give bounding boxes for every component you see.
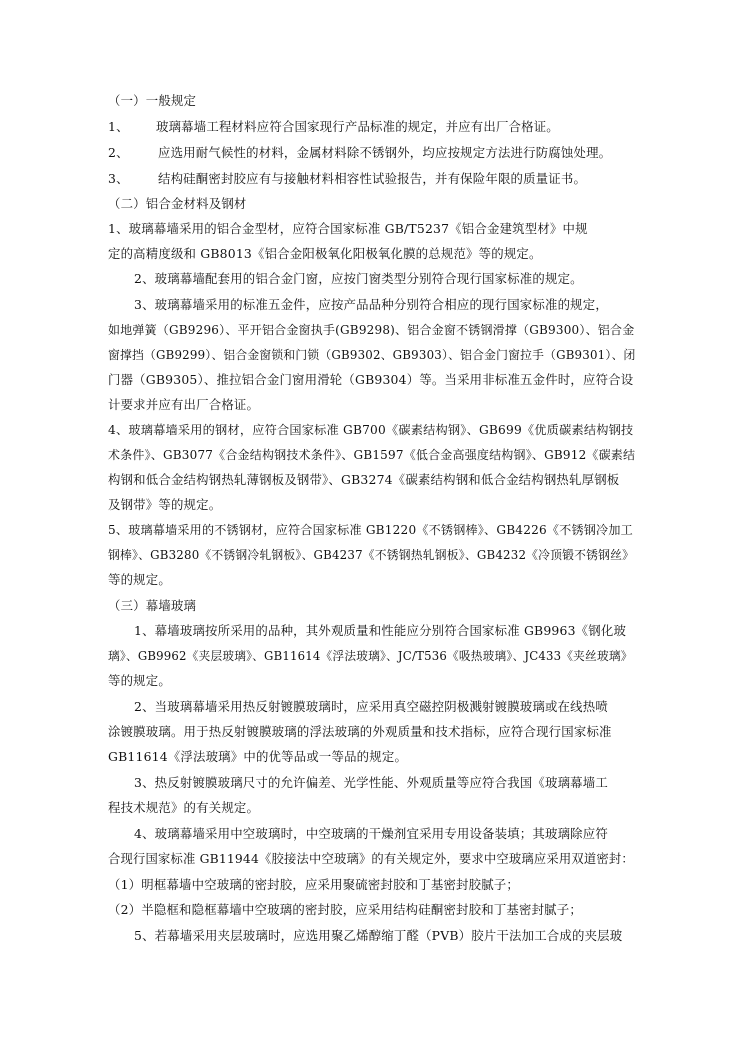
paragraph-line: 2、玻璃幕墙配套用的铝合金门窗，应按门窗类型分别符合现行国家标准的规定。 [134,271,583,286]
list-item [108,118,559,136]
paragraph-line: （2）半隐框和隐框幕墙中空玻璃的密封胶，应采用结构硅酮密封胶和丁基密封腻子； [108,902,582,917]
paragraph-line: 及钢带》等的规定。 [108,497,222,512]
paragraph-line: 术条件》、GB3077《合金结构钢技术条件》、GB1597《低合金高强度结构钢》、GB912《碳素结 [108,448,636,462]
paragraph-line: 定的高精度级和 GB8013《铝合金阳极氧化阳极氧化膜的总规范》等的规定。 [108,246,542,261]
section-heading-materials: （二）铝合金材料及钢材 [108,196,247,211]
paragraph-line: 窗撑挡（GB9299）、铝合金窗锁和门锁（GB9302、GB9303）、铝合金门窗拉手（GB9301）、闭 [108,348,636,362]
paragraph-line: 等的规定。 [108,673,171,688]
paragraph-line: 3、热反射镀膜玻璃尺寸的允许偏差、光学性能、外观质量等应符合我国《玻璃幕墙工 [134,775,608,790]
paragraph-line: 等的规定。 [108,572,171,587]
paragraph-line: 5、玻璃幕墙采用的不锈钢材，应符合国家标准 GB1220《不锈钢棒》、GB4226《不锈钢冷加工 [108,523,633,537]
paragraph-line: GB11614《浮法玻璃》中的优等品或一等品的规定。 [108,749,408,764]
paragraph-line: 4、玻璃幕墙采用中空玻璃时，中空玻璃的干燥剂宜采用专用设备装填；其玻璃除应符 [134,826,608,841]
item-number: 3、 [108,171,129,186]
paragraph-line: 合现行国家标准 GB11944《胶接法中空玻璃》的有关规定外，要求中空玻璃应采用双道密封： [108,852,634,866]
paragraph-line: 钢棒》、GB3280《不锈钢冷轧钢板》、GB4237《不锈钢热轧钢板》、GB4232《冷顶锻不锈钢丝》 [108,548,635,562]
item-text: 应选用耐气候性的材料，金属材料除不锈钢外，均应按规定方法进行防腐蚀处理。 [158,145,612,160]
paragraph-line: 5、若幕墙采用夹层玻璃时，应选用聚乙烯醇缩丁醛（PVB）胶片干法加工合成的夹层玻 [134,928,623,943]
paragraph-line: 构钢和低合金结构钢热轧薄钢板及钢带》、GB3274《碳素结构钢和低合金结构钢热轧厚钢板 [108,472,620,487]
paragraph-line: 如地弹簧（GB9296）、平开铝合金窗执手(GB9298)、铝合金窗不锈钢滑撑（GB9300）、铝合金 [108,323,635,337]
paragraph-line: 1、玻璃幕墙采用的铝合金型材，应符合国家标准 GB/T5237《铝合金建筑型材》中规 [108,221,588,236]
item-text: 玻璃幕墙工程材料应符合国家现行产品标准的规定，并应有出厂合格证。 [156,119,559,134]
item-number: 1、 [108,119,129,134]
list-item [108,170,586,188]
paragraph-line: 门器（GB9305）、推拉铝合金门窗用滑轮（GB9304）等。当采用非标准五金件时，应符合设 [108,372,634,387]
paragraph-line: 涂镀膜玻璃。用于热反射镀膜玻璃的浮法玻璃的外观质量和技术指标，应符合现行国家标准 [108,724,612,739]
paragraph-line: 计要求并应有出厂合格证。 [108,397,260,412]
paragraph-line: 程技术规范》的有关规定。 [108,800,260,815]
paragraph-line: 1、幕墙玻璃按所采用的品种，其外观质量和性能应分别符合国家标准 GB9963《钢化玻 [134,623,627,638]
paragraph-line: 3、玻璃幕墙采用的标准五金件，应按产品品种分别符合相应的现行国家标准的规定， [134,297,608,312]
paragraph-line: 2、当玻璃幕墙采用热反射镀膜玻璃时，应采用真空磁控阴极溅射镀膜玻璃或在线热喷 [134,699,608,714]
paragraph-line: 璃》、GB9962《夹层玻璃》、GB11614《浮法玻璃》、JC/T536《吸热玻璃》、JC433《夹丝玻璃》 [108,649,633,663]
item-text: 结构硅酮密封胶应有与接触材料相容性试验报告，并有保险年限的质量证书。 [158,171,587,186]
paragraph-line: 4、玻璃幕墙采用的钢材，应符合国家标准 GB700《碳素结构钢》、GB699《优质碳素结构钢技 [108,423,634,437]
item-number: 2、 [108,145,129,160]
paragraph-line: （1）明框幕墙中空玻璃的密封胶，应采用聚硫密封胶和丁基密封胶腻子； [108,877,519,892]
section-heading-glass: （三）幕墙玻璃 [108,598,197,613]
list-item [108,144,611,162]
section-heading-general: （一）一般规定 [108,93,197,108]
